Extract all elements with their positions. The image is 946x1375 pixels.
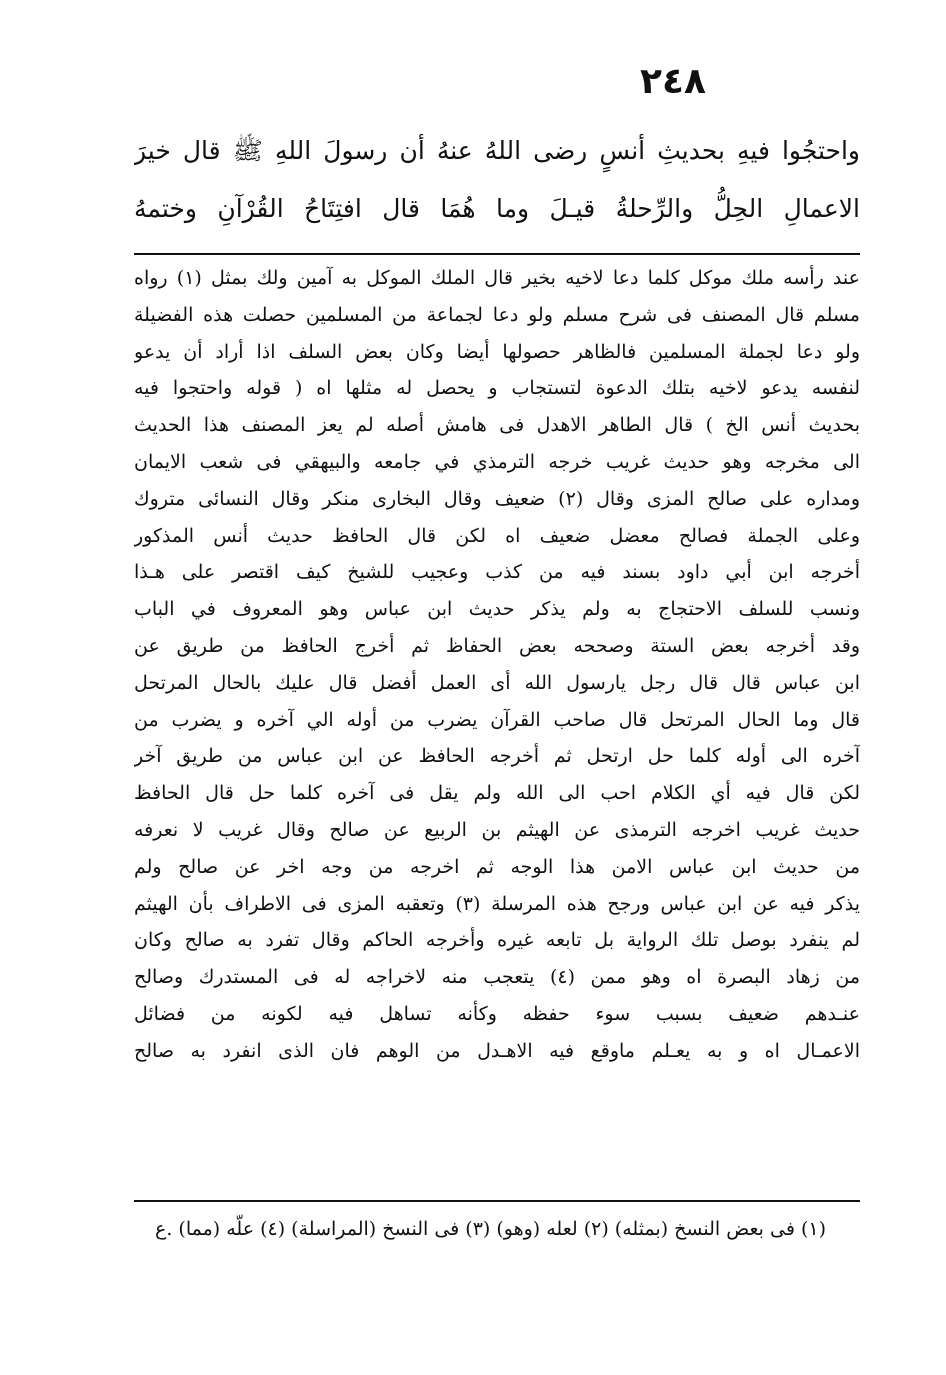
commentary-line: ولو دعا لجملة المسلمين فالظاهر حصولها أيضا وكان بعض السلف اذا أراد أن يدعو xyxy=(134,340,860,363)
commentary-line: الى مخرجه وهو حديث غريب خرجه الترمذي في جامعه والبيهقي فى شعب الايمان xyxy=(134,450,860,473)
footnotes: (١) فى بعض النسخ (بمثله) (٢) لعله (وهو) (٣) فى النسخ (المراسلة) (٤) علّه (مما) .ع xyxy=(155,1218,826,1240)
commentary-line: أخرجه ابن أبي داود بسند فيه من كذب وعجيب للشيخ كيف اقتصر على هـذا xyxy=(134,561,860,584)
main-text-line: واحتجُوا فيهِ بحديثِ أنسٍ رضى اللهُ عنهُ أن رسولَ اللهِ ﷺ قال خيرَ xyxy=(134,136,860,165)
top-divider xyxy=(134,253,860,255)
commentary-line: يذكر فيه عن ابن عباس ورجح هذه المرسلة (٣) وتعقبه المزى فى الاطراف بأن الهيثم xyxy=(134,892,860,915)
commentary-line: بحديث أنس الخ ) قال الطاهر الاهدل فى هامش أصله لم يعز المصنف هذا الحديث xyxy=(134,414,860,437)
commentary-line: الاعمـال اه و به يعـلم ماوقع فيه الاهـدل من الوهم فان الذى انفرد به صالح xyxy=(134,1039,860,1062)
commentary xyxy=(134,260,860,1070)
commentary-line: حديث غريب اخرجه الترمذى عن الهيثم بن الربيع عن صالح وقال غريب لا نعرفه xyxy=(134,818,860,841)
commentary-line: لكن قال فيه أي الكلام احب الى الله ولم يقل فى آخره كلما حل قال الحافظ xyxy=(134,782,860,805)
commentary-line: لنفسه يدعو لاخيه بتلك الدعوة لتستجاب و يحصل له مثلها اه ( قوله واحتجوا فيه xyxy=(134,377,860,400)
main-text xyxy=(134,122,860,238)
commentary-line: مسلم قال المصنف فى شرح مسلم ولو دعا لجماعة من المسلمين حصلت هذه الفضيلة xyxy=(134,303,860,326)
commentary-line: قال وما الحال المرتحل قال صاحب القرآن يضرب من أوله الي آخره و يضرب من xyxy=(134,708,860,731)
main-text-line: الاعمالِ الحِلُّ والرِّحلةُ قيـلَ وما هُمَا قال افتِتَاحُ القُرْآنِ وختمهُ xyxy=(134,194,860,223)
commentary-line: ابن عباس قال قال رجل يارسول الله أى العمل أفضل قال عليك بالحال المرتحل xyxy=(134,671,860,694)
commentary-line: ونسب للسلف الاحتجاج به ولم يذكر حديث ابن عباس وهو المعروف في الباب xyxy=(134,598,860,621)
commentary-line: وقد أخرجه بعض الستة وصححه بعض الحفاظ ثم أخرج الحافظ من طريق عن xyxy=(134,634,860,657)
commentary-line: لم ينفرد بوصل تلك الرواية بل تابعه غيره وأخرجه الحاكم وقال تفرد به صالح وكان xyxy=(134,929,860,952)
commentary-line: عنـدهم ضعيف بسبب سوء حفظه وكأنه تساهل فيه لكونه من فضائل xyxy=(134,1002,860,1025)
commentary-line: آخره الى أوله كلما حل ارتحل ثم أخرجه الحافظ عن ابن عباس من طريق آخر xyxy=(134,745,860,768)
commentary-line: ومداره على صالح المزى وقال (٢) ضعيف وقال البخارى منكر وقال النسائى متروك xyxy=(134,487,860,510)
commentary-line: عند رأسه ملك موكل كلما دعا لاخيه بخير قال الملك الموكل به آمين ولك بمثل (١) رواه xyxy=(134,267,860,289)
commentary-line: وعلى الجملة فصالح معضل ضعيف اه لكن قال الحافظ حديث أنس المذكور xyxy=(134,524,860,547)
commentary-line: من زهاد البصرة اه وهو ممن (٤) يتعجب منه لاخراجه له فى المستدرك وصالح xyxy=(134,966,860,989)
page-number: ٢٤٨ xyxy=(640,61,706,102)
footnote-divider xyxy=(134,1200,860,1202)
commentary-line: من حديث ابن عباس الامن هذا الوجه ثم اخرجه من وجه اخر عن صالح ولم xyxy=(134,855,860,878)
